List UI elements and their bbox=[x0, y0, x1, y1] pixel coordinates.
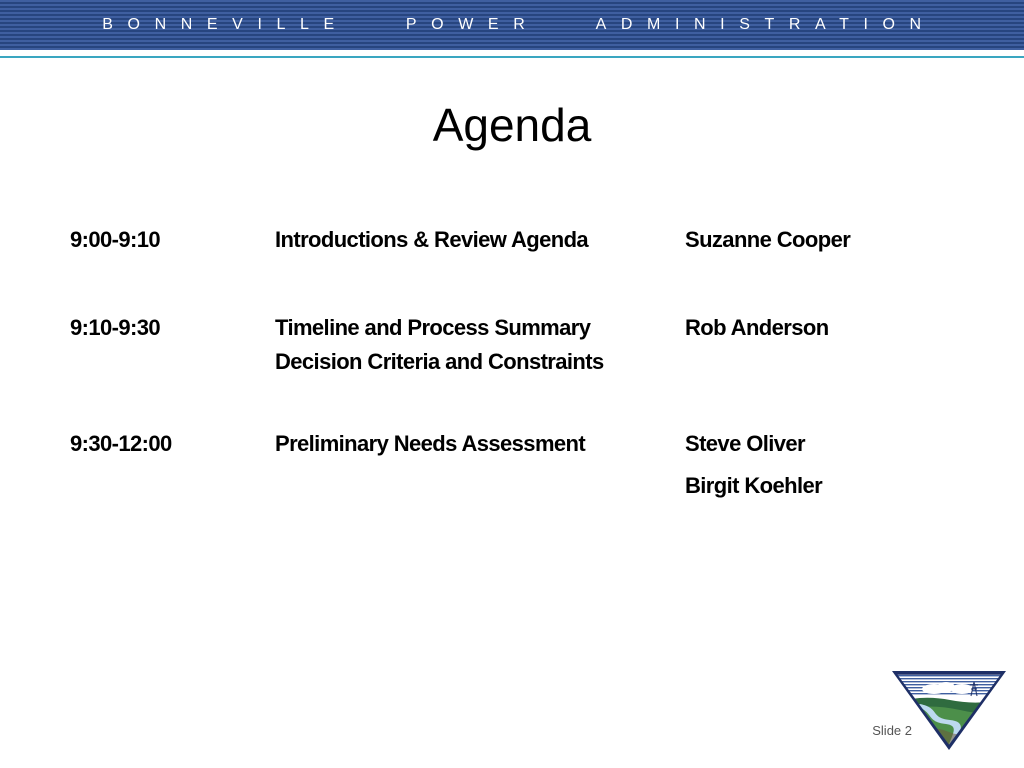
agenda-presenter-name: Birgit Koehler bbox=[685, 473, 823, 498]
agenda-topic bbox=[275, 311, 685, 379]
bpa-triangle-logo-icon bbox=[890, 668, 1008, 752]
agenda-topic bbox=[275, 223, 685, 257]
agenda-topic-line: Decision Criteria and Constraints bbox=[275, 349, 604, 374]
banner-title: BONNEVILLE POWER ADMINISTRATION bbox=[102, 16, 936, 33]
agenda-presenter-name: Steve Oliver bbox=[685, 431, 805, 456]
agenda-topic-line: Timeline and Process Summary bbox=[275, 315, 591, 340]
agenda-row bbox=[70, 311, 970, 379]
agenda-presenter bbox=[685, 223, 970, 257]
agenda-time: 9:30-12:00 bbox=[70, 431, 172, 456]
agenda-time: 9:10-9:30 bbox=[70, 315, 160, 340]
agenda-topic-line: Preliminary Needs Assessment bbox=[275, 431, 586, 456]
agenda-presenter-name: Rob Anderson bbox=[685, 315, 829, 340]
agenda-topic bbox=[275, 427, 685, 503]
agenda-presenter-name: Suzanne Cooper bbox=[685, 227, 851, 252]
agenda-row bbox=[70, 223, 970, 257]
agenda-presenter bbox=[685, 311, 970, 379]
page-title: Agenda bbox=[432, 99, 592, 151]
agenda-table bbox=[70, 223, 970, 503]
banner-divider bbox=[0, 56, 1024, 58]
agenda-time: 9:00-9:10 bbox=[70, 227, 160, 252]
slide-number: Slide 2 bbox=[872, 723, 912, 738]
agenda-topic-line: Introductions & Review Agenda bbox=[275, 227, 589, 252]
agenda-row bbox=[70, 427, 970, 503]
agenda-presenter bbox=[685, 427, 970, 503]
